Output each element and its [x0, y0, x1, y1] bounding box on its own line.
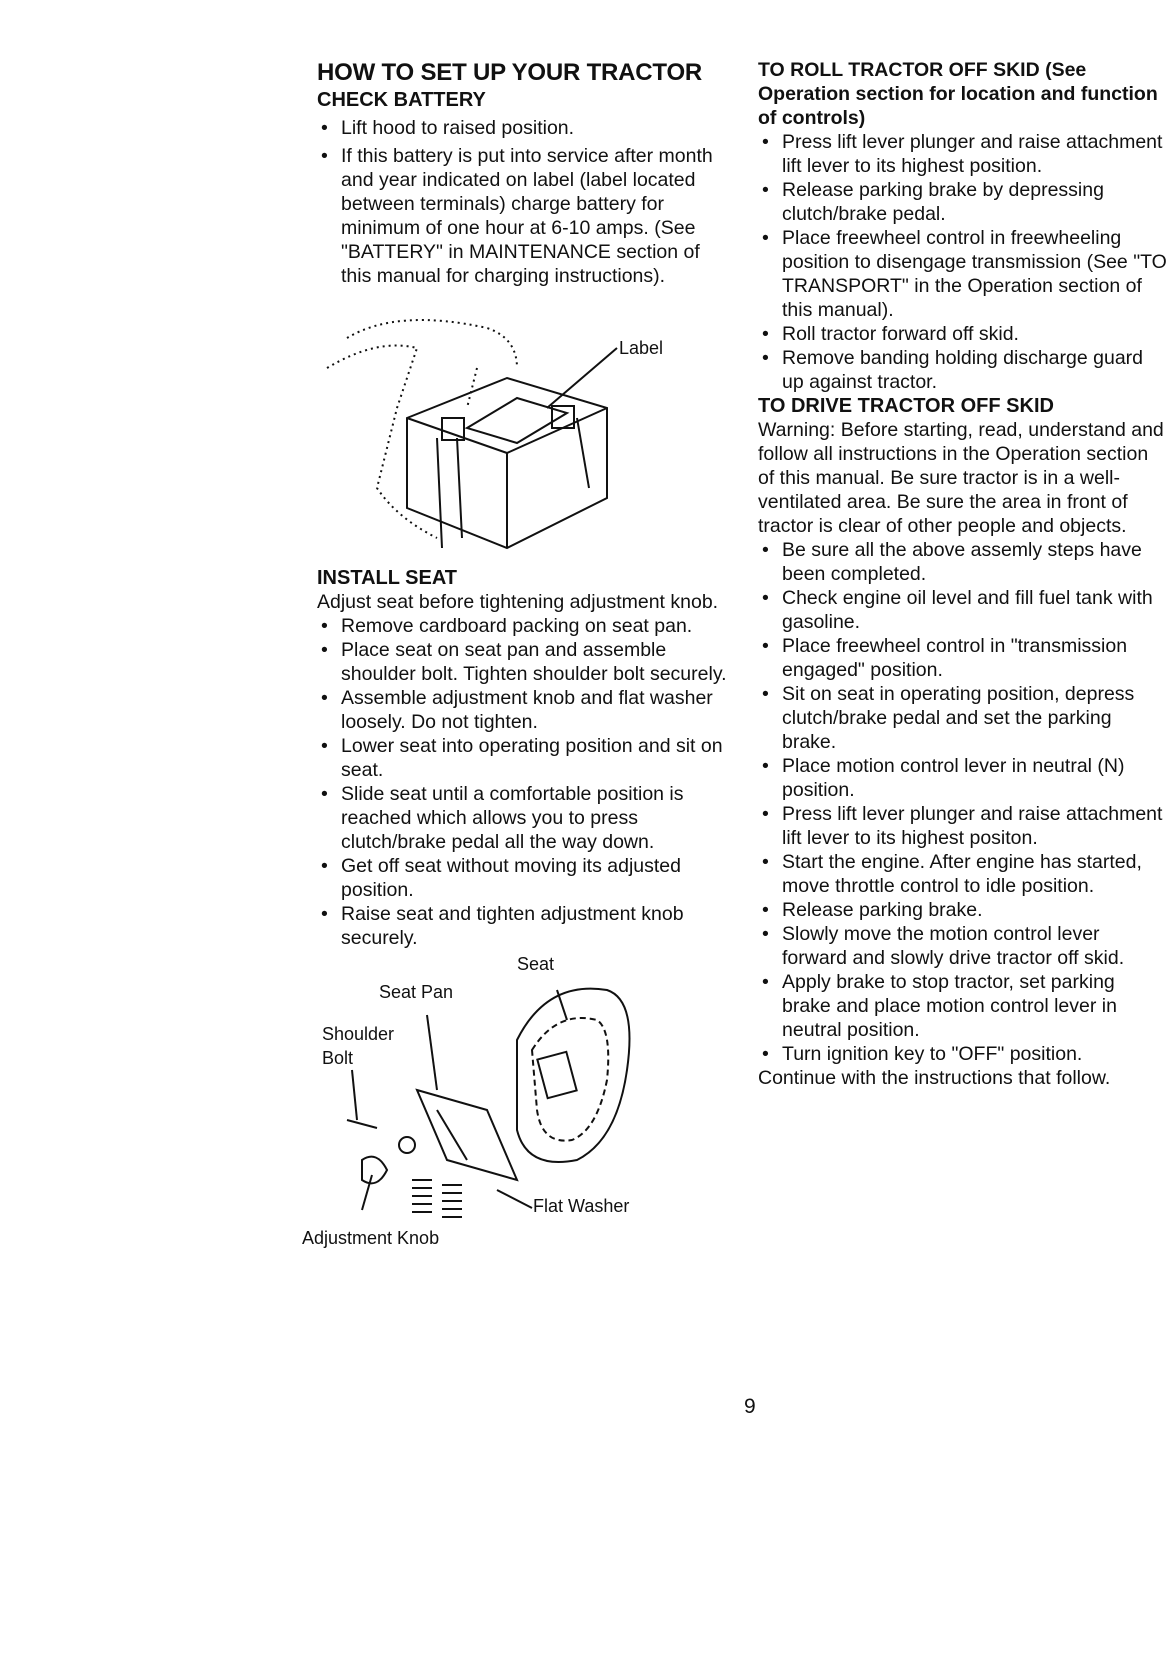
install-seat-intro: Adjust seat before tightening adjustment knob. — [317, 591, 719, 613]
list-item: • Slide seat until a comfortable position is reached which allows you to press clutch/brake pedal all the way down. — [317, 782, 732, 854]
check-battery-list — [317, 116, 732, 288]
list-item: • Lower seat into operating position and sit on seat. — [317, 734, 732, 782]
battery-illustration — [317, 288, 732, 566]
seat-pan-label: Seat Pan — [379, 982, 454, 1002]
drive-off-closing: Continue with the instructions that follow. — [758, 1067, 1111, 1089]
drive-off-list — [758, 538, 1168, 1066]
list-item: • Remove cardboard packing on seat pan. — [317, 614, 732, 638]
bolt-label: Bolt — [322, 1048, 354, 1068]
shoulder-label: Shoulder — [322, 1024, 395, 1044]
list-item: • Lift hood to raised position. — [317, 116, 732, 140]
list-item: • Raise seat and tighten adjustment knob securely. — [317, 902, 732, 950]
list-item: • Be sure all the above assemly steps have been completed. — [758, 538, 1168, 586]
drive-off-heading: TO DRIVE TRACTOR OFF SKID — [758, 395, 1054, 417]
roll-off-heading: TO ROLL TRACTOR OFF SKID (See Operation section for location and function of controls) — [758, 59, 1158, 129]
list-item: • Start the engine. After engine has started, move throttle control to idle position. — [758, 850, 1168, 898]
list-item: • Apply brake to stop tractor, set parking brake and place motion control lever in neutral position. — [758, 970, 1168, 1042]
right-column — [758, 58, 1168, 1090]
list-item: • Remove banding holding discharge guard up against tractor. — [758, 346, 1168, 394]
list-item: • Place freewheel control in "transmission engaged" position. — [758, 634, 1168, 682]
seat-illustration — [317, 960, 732, 1260]
list-item: • Place freewheel control in freewheeling position to disengage transmission (See "TO TRANSPORT" in the Operation section of this manual). — [758, 226, 1168, 322]
list-item: • Turn ignition key to "OFF" position. — [758, 1042, 1168, 1066]
battery-figure — [317, 288, 732, 566]
list-item: • Place motion control lever in neutral (N) position. — [758, 754, 1168, 802]
list-item: • Slowly move the motion control lever forward and slowly drive tractor off skid. — [758, 922, 1168, 970]
flat-washer-label: Flat Washer — [533, 1196, 630, 1216]
seat-figure — [302, 954, 732, 1260]
drive-off-warning: Warning: Before starting, read, understand and follow all instructions in the Operation section of this manual. Be sure tractor is in a well-ventilated area. Be sure the area in front of tractor is clear of other people and objects. — [758, 419, 1164, 537]
list-item: • Place seat on seat pan and assemble shoulder bolt. Tighten shoulder bolt securely. — [317, 638, 732, 686]
list-item: • Assemble adjustment knob and flat washer loosely. Do not tighten. — [317, 686, 732, 734]
page-title: HOW TO SET UP YOUR TRACTOR — [317, 59, 703, 86]
list-item: • If this battery is put into service after month and year indicated on label (label located between terminals) charge battery for minimum of one hour at 6-10 amps. (See "BATTERY" in MAINTENANCE section of this manual for charging instructions). — [317, 144, 732, 288]
install-seat-list — [317, 614, 732, 950]
battery-label-callout: Label — [619, 338, 664, 358]
page-number: 9 — [744, 1395, 756, 1418]
adjustment-knob-label: Adjustment Knob — [302, 1228, 440, 1248]
list-item: • Roll tractor forward off skid. — [758, 322, 1168, 346]
left-column — [302, 58, 732, 1260]
list-item: • Sit on seat in operating position, depress clutch/brake pedal and set the parking brake. — [758, 682, 1168, 754]
check-battery-heading: CHECK BATTERY — [317, 89, 486, 111]
list-item: • Press lift lever plunger and raise attachment lift lever to its highest position. — [758, 130, 1168, 178]
roll-off-list — [758, 130, 1168, 394]
list-item: • Release parking brake by depressing clutch/brake pedal. — [758, 178, 1168, 226]
list-item: • Release parking brake. — [758, 898, 1168, 922]
list-item: • Press lift lever plunger and raise attachment lift lever to its highest positon. — [758, 802, 1168, 850]
seat-label: Seat — [517, 954, 555, 974]
list-item: • Get off seat without moving its adjusted position. — [317, 854, 732, 902]
list-item: • Check engine oil level and fill fuel tank with gasoline. — [758, 586, 1168, 634]
install-seat-heading: INSTALL SEAT — [317, 567, 457, 589]
